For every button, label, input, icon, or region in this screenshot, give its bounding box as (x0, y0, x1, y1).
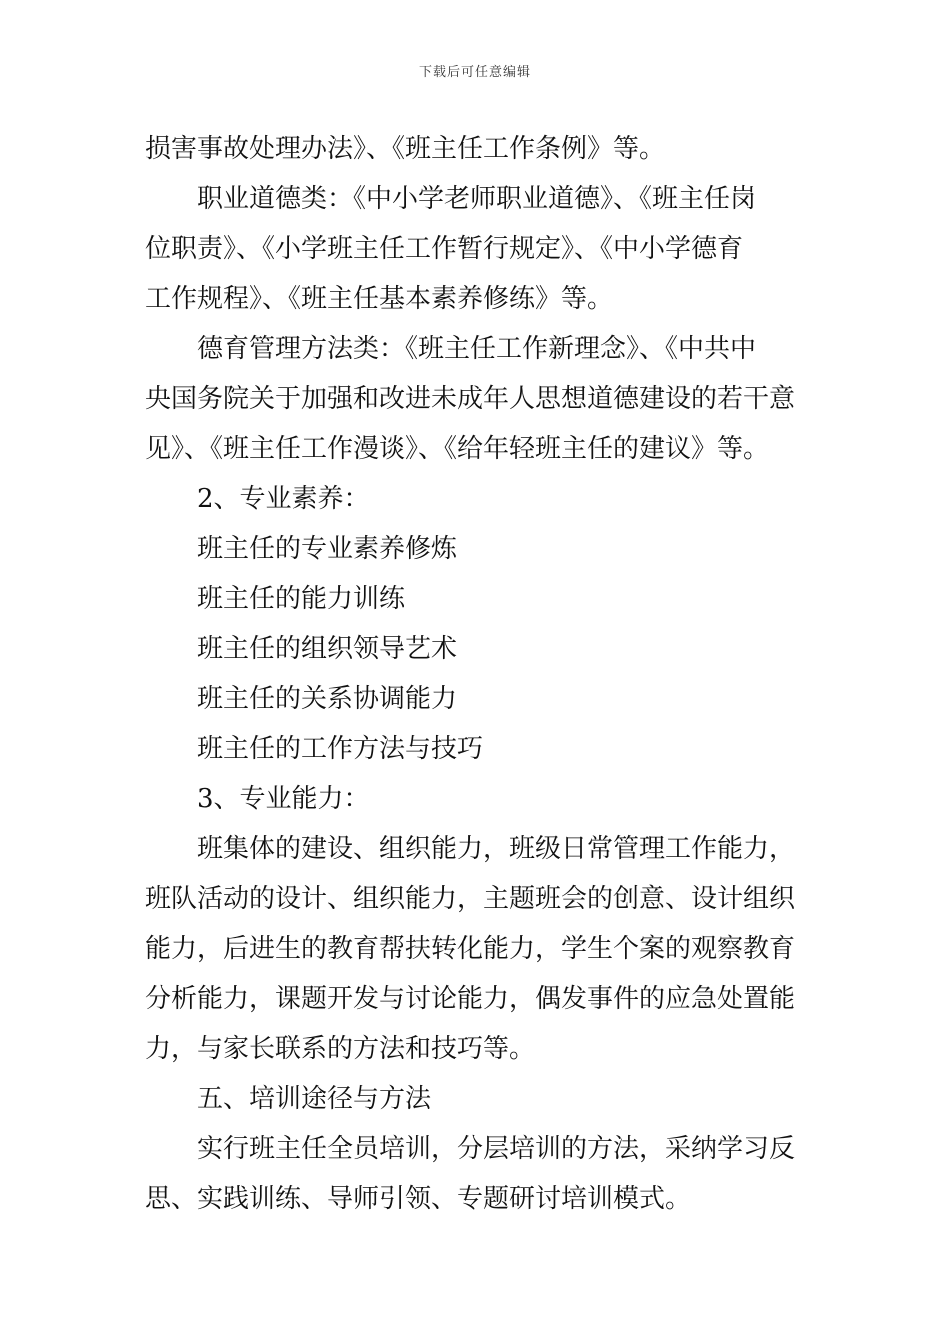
list-item: 班主任的专业素养修炼 (197, 534, 458, 564)
text-line: 位职责》、《小学班主任工作暂行规定》、《中小学德育 (145, 234, 744, 264)
text-line: 职业道德类：《中小学老师职业道德》、《班主任岗 (197, 184, 757, 214)
document-body (145, 124, 825, 1224)
text-line: 见》、《班主任工作漫谈》、《给年轻班主任的建议》等。 (145, 434, 770, 464)
text-line: 分析能力，课题开发与讨论能力，偶发事件的应急处置能 (145, 984, 796, 1014)
text-line: 德育管理方法类：《班主任工作新理念》、《中共中 (197, 334, 757, 364)
text-line: 实行班主任全员培训，分层培训的方法，采纳学习反 (197, 1134, 796, 1164)
list-item: 班主任的关系协调能力 (197, 684, 458, 714)
list-item: 班主任的工作方法与技巧 (197, 734, 484, 764)
text-line: 能力，后进生的教育帮扶转化能力，学生个案的观察教育 (145, 934, 796, 964)
text-line: 央国务院关于加强和改进未成年人思想道德建设的若干意 (145, 384, 796, 414)
list-item: 班主任的组织领导艺术 (197, 634, 458, 664)
section-heading: 五、培训途径与方法 (197, 1084, 432, 1114)
text-line: 班集体的建设、组织能力，班级日常管理工作能力， (197, 834, 796, 864)
text-line: 班队活动的设计、组织能力，主题班会的创意、设计组织 (145, 884, 796, 914)
text-line: 思、实践训练、导师引领、专题研讨培训模式。 (145, 1184, 692, 1214)
page-header: 下载后可任意编辑 (418, 65, 531, 80)
section-heading: 2、专业素养： (197, 484, 370, 514)
text-line: 损害事故处理办法》、《班主任工作条例》等。 (145, 134, 666, 164)
list-item: 班主任的能力训练 (197, 584, 406, 614)
text-line: 力，与家长联系的方法和技巧等。 (145, 1034, 536, 1064)
section-heading: 3、专业能力： (197, 784, 370, 814)
text-line: 工作规程》、《班主任基本素养修练》等。 (145, 284, 614, 314)
